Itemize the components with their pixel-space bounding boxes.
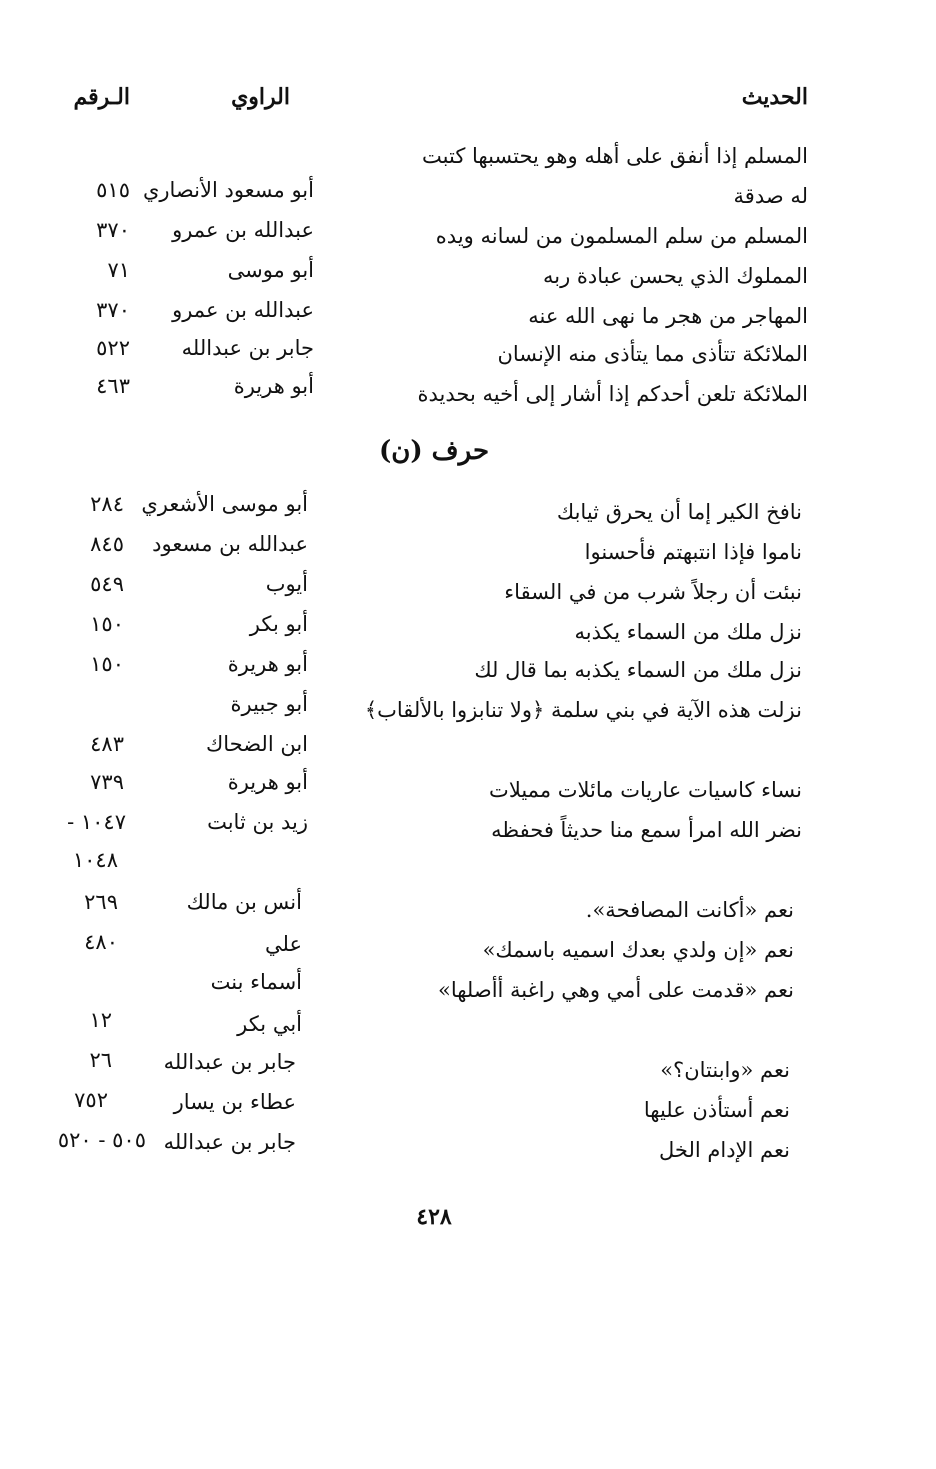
narrator-name: أسماء بنت (210, 970, 302, 994)
hadith-number: ٢٦ (89, 1048, 112, 1072)
hadith-number: ٧٣٩ (90, 770, 124, 794)
narrator-name: أبو بكر (249, 612, 308, 636)
hadith-number: ٥٤٩ (90, 572, 124, 596)
narrator-name: جابر بن عبدالله (163, 1130, 296, 1154)
narrator-name: أبو موسى (227, 258, 314, 282)
hadith-number: ٥١٥ (96, 178, 130, 202)
hadith-text: نبئت أن رجلاً شرب من في السقاء (504, 580, 802, 604)
hadith-number: ١٠٤٧ - (67, 810, 126, 834)
hadith-text: نعم «وابنتان؟» (660, 1058, 790, 1082)
hadith-number: ٤٨٠ (84, 930, 118, 954)
hadith-text: نزلت هذه الآية في بني سلمة ﴿ولا تنابزوا بالألقاب﴾ (364, 698, 802, 722)
header-hadith: الحديث (741, 84, 808, 110)
narrator-name: أبو مسعود الأنصاري (142, 178, 314, 202)
narrator-name: أبو هريرة (227, 770, 308, 794)
hadith-text: المملوك الذي يحسن عبادة ربه (542, 264, 808, 288)
hadith-text: نعم «إن ولدي بعدك اسميه باسمك» (482, 938, 794, 962)
hadith-number: ٧١ (107, 258, 130, 282)
hadith-text: الملائكة تتأذى مما يتأذى منه الإنسان (497, 342, 808, 366)
section-title: حرف (ن) (378, 436, 490, 466)
hadith-text: نعم الإدام الخل (659, 1138, 790, 1162)
header-narrator: الراوي (231, 84, 290, 110)
hadith-number: ٣٧٠ (96, 298, 130, 322)
hadith-text: نزل ملك من السماء يكذبه (574, 620, 802, 644)
narrator-name: زيد بن ثابت (207, 810, 308, 834)
narrator-name: جابر بن عبدالله (181, 336, 314, 360)
page-number: ٤٢٨ (416, 1204, 452, 1230)
narrator-name: أيوب (265, 572, 308, 596)
hadith-text: المسلم إذا أنفق على أهله وهو يحتسبها كتبت (422, 144, 808, 168)
narrator-name: أنس بن مالك (186, 890, 302, 914)
header-number: الـرقم (73, 84, 130, 110)
hadith-number: ١٢ (89, 1008, 112, 1032)
hadith-number: ١٠٤٨ (72, 848, 118, 872)
hadith-text: نعم «قدمت على أمي وهي راغبة أأصلها» (437, 978, 794, 1002)
hadith-text: نساء كاسيات عاريات مائلات مميلات (489, 778, 802, 802)
hadith-text: المهاجر من هجر ما نهى الله عنه (528, 304, 808, 328)
hadith-text: المسلم من سلم المسلمون من لسانه ويده (435, 224, 808, 248)
hadith-text: ناموا فإذا انتبهتم فأحسنوا (584, 540, 802, 564)
narrator-name: علي (265, 932, 302, 956)
hadith-number: ٨٤٥ (90, 532, 124, 556)
hadith-text: نعم أستأذن عليها (643, 1098, 790, 1122)
narrator-name: أبو هريرة (227, 652, 308, 676)
narrator-name: أبي بكر (237, 1012, 302, 1036)
hadith-number: ٢٨٤ (90, 492, 124, 516)
hadith-number: ٥٢٢ (96, 336, 130, 360)
hadith-number: ٤٦٣ (96, 374, 130, 398)
hadith-number: ٧٥٢ (74, 1088, 108, 1112)
hadith-number: ٣٧٠ (96, 218, 130, 242)
hadith-number: ١٥٠ (90, 612, 124, 636)
hadith-number: ٤٨٣ (90, 732, 124, 756)
narrator-name: أبو هريرة (233, 374, 314, 398)
narrator-name: ابن الضحاك (205, 732, 308, 756)
narrator-name: عبدالله بن عمرو (172, 218, 314, 242)
narrator-name: جابر بن عبدالله (163, 1050, 296, 1074)
hadith-number: ٥٠٥ - ٥٢٠ (57, 1128, 146, 1152)
narrator-name: أبو موسى الأشعري (141, 492, 308, 516)
hadith-number: ٢٦٩ (84, 890, 118, 914)
hadith-text: الملائكة تلعن أحدكم إذا أشار إلى أخيه بحديدة (417, 382, 808, 406)
narrator-name: أبو جبيرة (230, 692, 308, 716)
hadith-text: نضر الله امرأ سمع منا حديثاً فحفظه (491, 818, 802, 842)
hadith-number: ١٥٠ (90, 652, 124, 676)
hadith-text: له صدقة (733, 184, 808, 208)
narrator-name: عطاء بن يسار (173, 1090, 296, 1114)
narrator-name: عبدالله بن عمرو (172, 298, 314, 322)
hadith-text: نعم «أكانت المصافحة». (585, 898, 794, 922)
narrator-name: عبدالله بن مسعود (152, 532, 308, 556)
hadith-text: نافخ الكير إما أن يحرق ثيابك (556, 500, 802, 524)
hadith-text: نزل ملك من السماء يكذبه بما قال لك (474, 658, 802, 682)
